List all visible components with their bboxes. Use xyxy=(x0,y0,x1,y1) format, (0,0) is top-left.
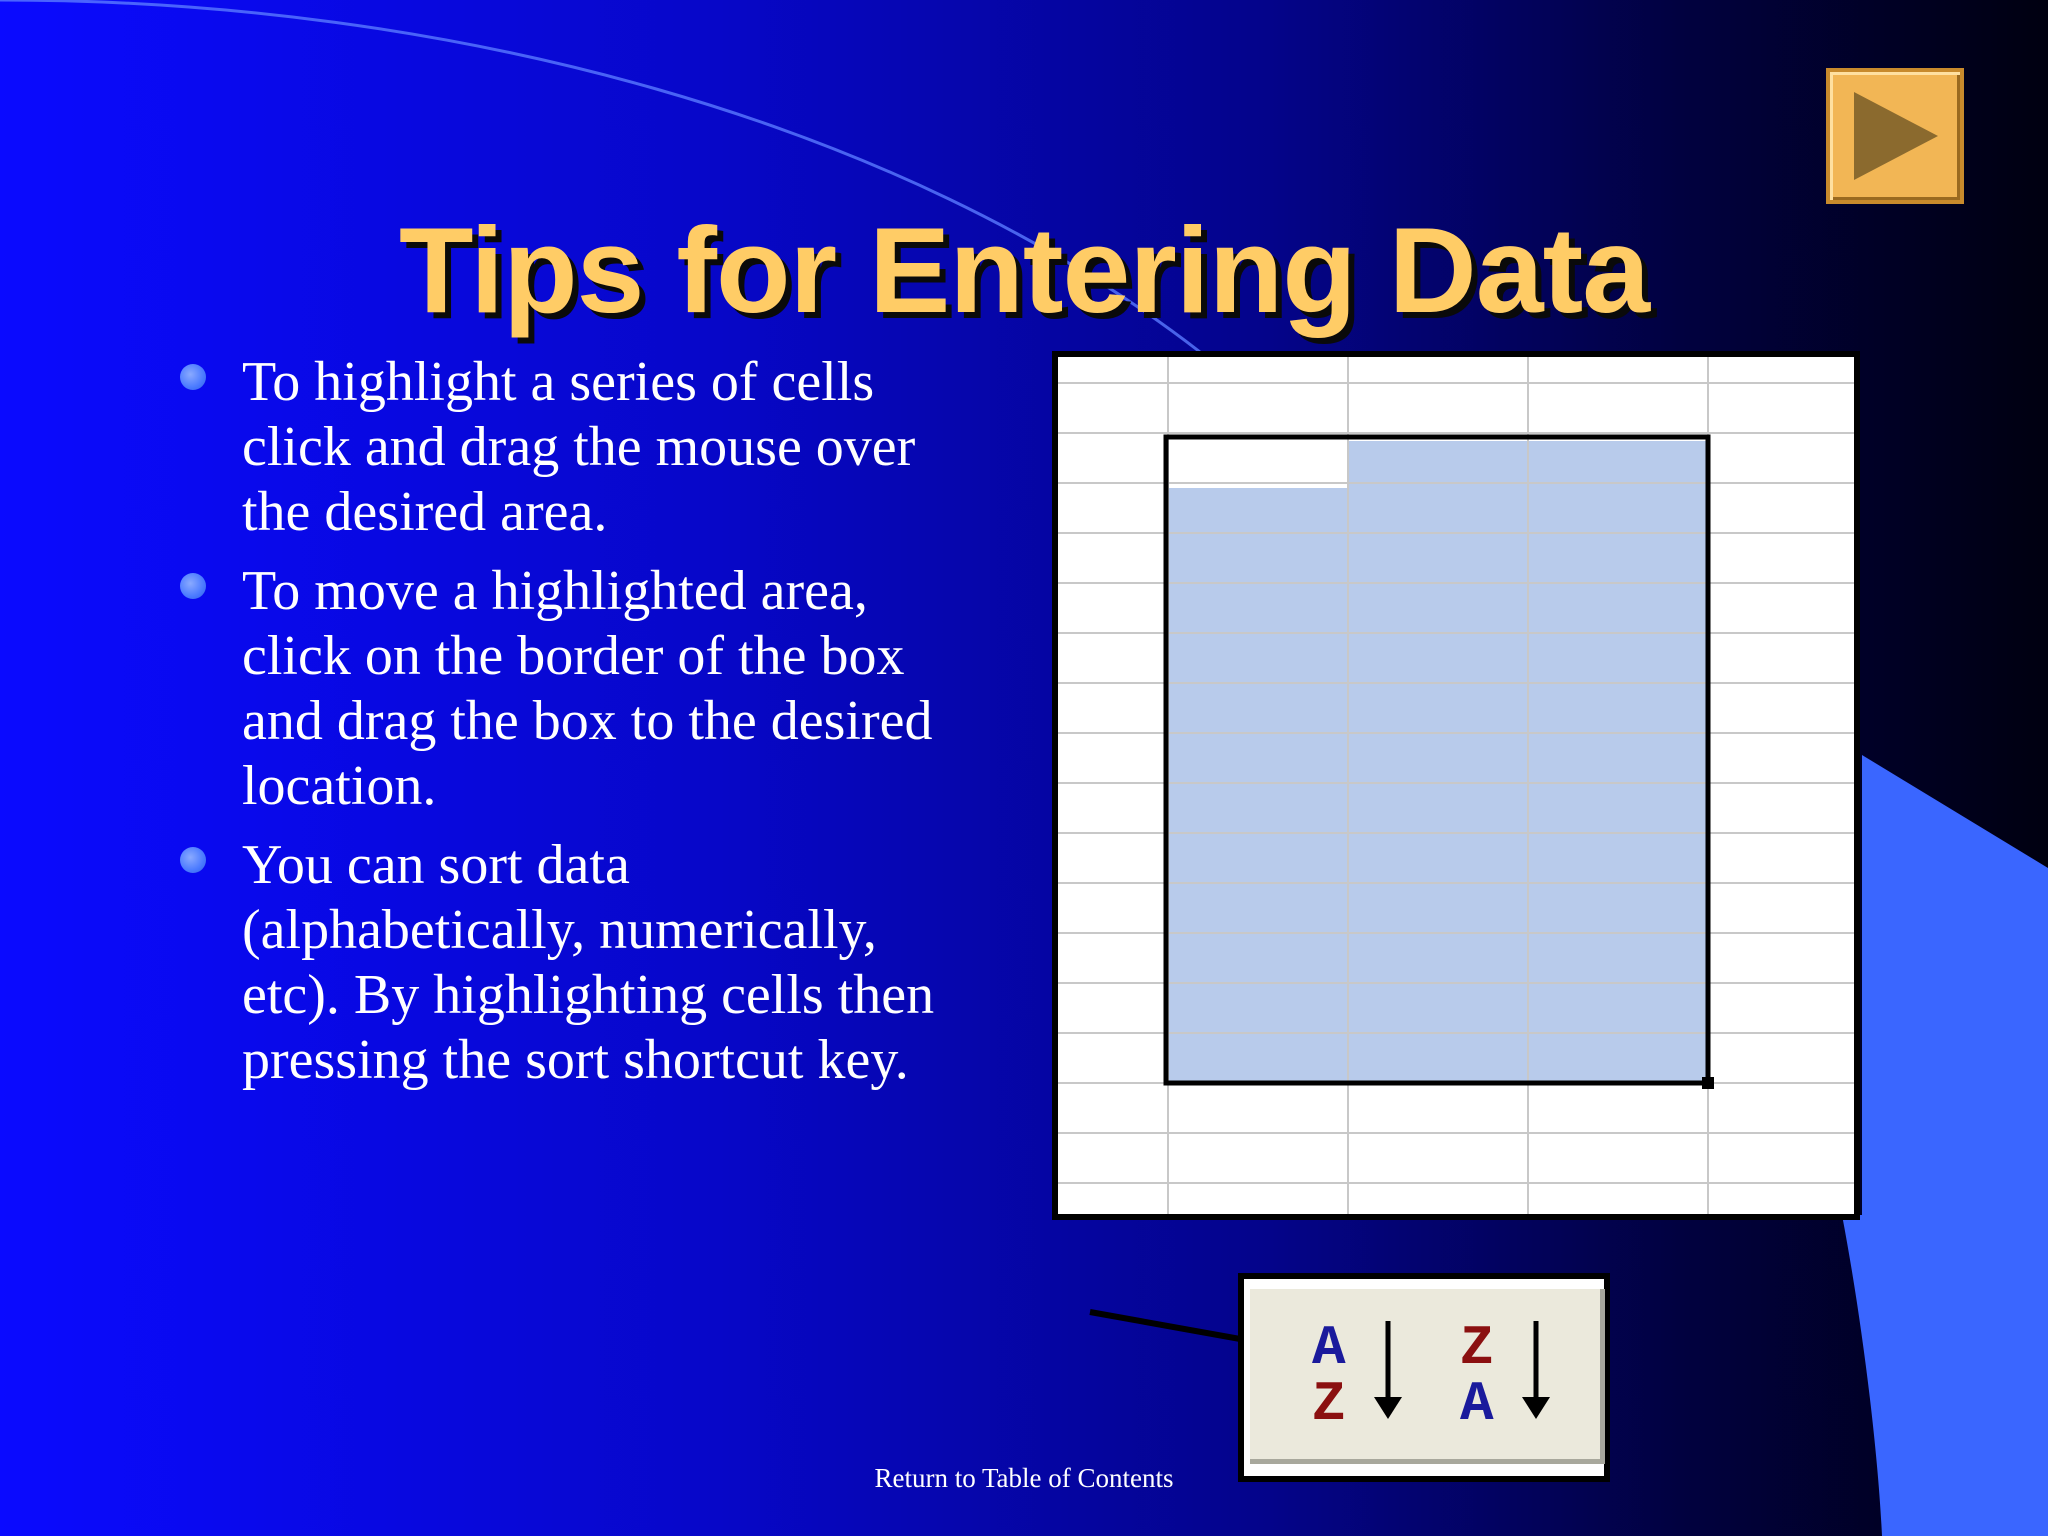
toolbar-panel xyxy=(1250,1289,1605,1464)
bullet-item xyxy=(176,559,956,819)
return-to-contents-link[interactable]: Return to Table of Contents xyxy=(874,1463,1174,1493)
sort-letter-bottom: Z xyxy=(1312,1372,1346,1431)
sort-descending-icon xyxy=(1522,1321,1550,1419)
bullet-dot-icon xyxy=(180,364,206,390)
bullet-text: To move a highlighted area, click on the border of the box and drag the box to the desired location. xyxy=(242,560,933,817)
bullet-item xyxy=(176,350,956,545)
next-slide-button[interactable] xyxy=(1826,68,1964,204)
bullet-dot-icon xyxy=(180,573,206,599)
bullet-item xyxy=(176,833,956,1093)
bullet-list xyxy=(176,350,956,1107)
spreadsheet-screenshot xyxy=(1052,351,1860,1220)
sort-ascending-button[interactable] xyxy=(1300,1311,1430,1431)
sort-letter-top: A xyxy=(1312,1316,1346,1380)
bullet-text: You can sort data (alphabetically, numerically, etc). By highlighting cells then pressing the sort shortcut key. xyxy=(242,834,935,1091)
play-triangle-icon xyxy=(1830,72,1960,200)
sort-ascending-icon xyxy=(1374,1321,1402,1419)
sort-letter-top: Z xyxy=(1460,1316,1494,1380)
bullet-dot-icon xyxy=(180,847,206,873)
sort-toolbar xyxy=(1238,1273,1610,1482)
sort-descending-button[interactable] xyxy=(1448,1311,1578,1431)
sort-letter-bottom: A xyxy=(1460,1372,1494,1431)
bullet-text: To highlight a series of cells click and drag the mouse over the desired area. xyxy=(242,351,916,543)
slide-title: Tips for Entering Data xyxy=(398,202,1650,338)
spreadsheet-grid xyxy=(1058,357,1854,1214)
